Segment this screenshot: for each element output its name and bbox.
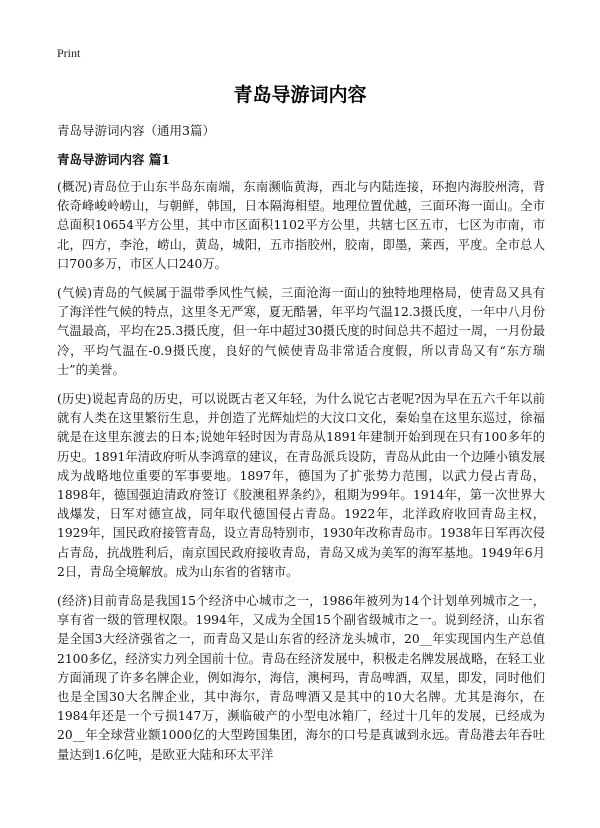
paragraph-climate: (气候)青岛的气候属于温带季风性气候，三面沧海一面山的独特地理格局，使青岛又具有了海洋性气候的特点，这里冬无严寒，夏无酷暑，年平均气温12.3摄氏度，一年中八月份气温最高，平均在25.3摄氏度，但一年中超过30摄氏度的时间总共不超过一周，一月份最冷，平均气温在-0.9摄氏度，良好的气候使青岛非常适合度假，所以青岛又有“东方瑞士”的美誉。 — [57, 286, 545, 377]
document-body — [57, 178, 545, 775]
section-title: 青岛导游词内容 篇1 — [57, 152, 171, 167]
paragraph-economy: (经济)目前青岛是我国15个经济中心城市之一，1986年被列为14个计划单列城市之一，享有省一级的管理权限。1994年，又成为全国15个副省级城市之一。说到经济，山东省是全国3大经济强省之一，而青岛又是山东省的经济龙头城市，20__年实现国内生产总值2100多亿，经济实力列全国前十位。青岛在经济发展中，积极走名牌发展战略，在轻工业方面涌现了许多名牌企业，例如海尔，海信，澳柯玛，青岛啤酒，双星，即发，同时他们也是全国30大名牌企业，其中海尔，青岛啤酒又是其中的10大名牌。尤其是海尔，在1984年还是一个亏损147万，濒临破产的小型电冰箱厂，经过十几年的发展，已经成为20__年全球营业额1000亿的大型跨国集团，海尔的口号是真诚到永远。青岛港去年吞吐量达到1.6亿吨，是欧亚大陆和环太平洋 — [57, 594, 545, 762]
page-title: 青岛导游词内容 — [233, 84, 367, 106]
paragraph-overview: (概况)青岛位于山东半岛东南端，东南濒临黄海，西北与内陆连接，环抱内海胶州湾，背依奇峰峻岭崂山，与朝鲜，韩国，日本隔海相望。地理位置优越，三面环海一面山。全市总面积10654平方公里，其中市区面积1102平方公里，共辖七区五市，七区为市南，市北，四方，李沧，崂山，黄岛，城阳，五市指胶州，胶南，即墨，莱西，平度。全市总人口700多万，市区人口240万。 — [57, 180, 545, 271]
paragraph-history: (历史)说起青岛的历史，可以说既古老又年轻，为什么说它古老呢?因为早在五六千年以前就有人类在这里繁衍生息，并创造了光辉灿烂的大汶口文化，秦始皇在这里东巡过，徐福就是在这里东渡去的日本;说她年轻时因为青岛从1891年建制开始到现在只有100多年的历史。1891年清政府听从李鸿章的建议，在青岛派兵设防，青岛从此由一个边陲小镇发展成为战略地位重要的军事要地。1897年，德国为了扩张势力范围，以武力侵占青岛，1898年，德国强迫清政府签订《胶澳租界条约》，租期为99年。1914年，第一次世界大战爆发，日军对德宣战，同年取代德国侵占青岛。1922年，北洋政府收回青岛主权，1929年，国民政府接管青岛，设立青岛特别市，1930年改称青岛市。1938年日军再次侵占青岛，抗战胜利后，南京国民政府接收青岛，青岛又成为美军的海军基地。1949年6月2日，青岛全境解放。成为山东省的省辖市。 — [57, 392, 545, 579]
document-subtitle: 青岛导游词内容（通用3篇） — [57, 123, 215, 138]
print-link[interactable]: Print — [57, 46, 81, 60]
